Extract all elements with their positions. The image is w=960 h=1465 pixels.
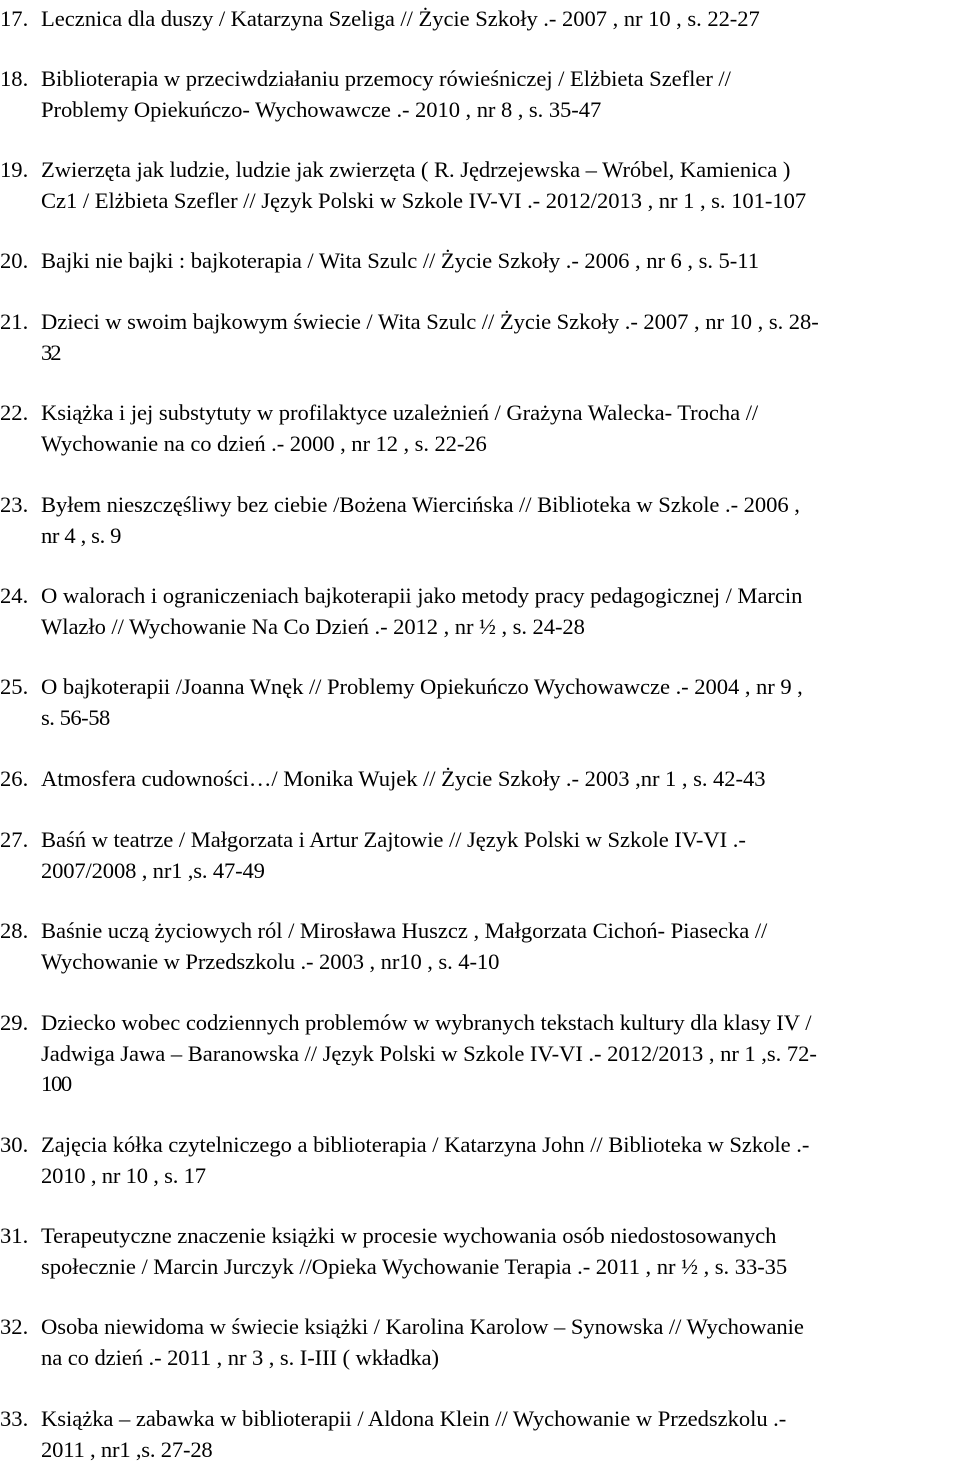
entry-line: Problemy Opiekuńczo- Wychowawcze .- 2010 , nr 8 , s. 35-47 xyxy=(41,96,602,122)
bibliography-entry-32 xyxy=(0,1312,950,1373)
entry-text xyxy=(41,672,950,733)
bibliography-entry-26 xyxy=(0,764,950,795)
entry-text xyxy=(41,1130,950,1191)
entry-text xyxy=(41,1312,950,1373)
entry-number: 26. xyxy=(0,766,29,791)
bibliography-entry-18 xyxy=(0,64,950,125)
entry-text xyxy=(41,916,950,977)
bibliography-entry-23 xyxy=(0,490,950,551)
entry-number: 31. xyxy=(0,1223,29,1248)
entry-number: 21. xyxy=(0,309,29,334)
bibliography-entry-20 xyxy=(0,246,950,277)
entry-number: 24. xyxy=(0,583,29,608)
entry-line: społecznie / Marcin Jurczyk //Opieka Wychowanie Terapia .- 2011 , nr ½ , s. 33-35 xyxy=(41,1253,788,1279)
bibliography-entry-28 xyxy=(0,916,950,977)
entry-line: Terapeutyczne znaczenie książki w procesie wychowania osób niedostosowanych xyxy=(41,1223,777,1248)
entry-line: Wlazło // Wychowanie Na Co Dzień .- 2012 , nr ½ , s. 24-28 xyxy=(41,613,585,639)
entry-number: 27. xyxy=(0,827,29,852)
entry-line: 2010 , nr 10 , s. 17 xyxy=(41,1162,206,1188)
bibliography-entry-17 xyxy=(0,4,950,35)
entry-number: 32. xyxy=(0,1314,29,1339)
bibliography-entry-31 xyxy=(0,1221,950,1282)
bibliography-entry-30 xyxy=(0,1130,950,1191)
entry-number: 33. xyxy=(0,1406,29,1431)
entry-line: Atmosfera cudowności…/ Monika Wujek // Życie Szkoły .- 2003 ,nr 1 , s. 42-43 xyxy=(41,766,766,791)
entry-line: Zwierzęta jak ludzie, ludzie jak zwierzęta ( R. Jędrzejewska – Wróbel, Kamienica ) xyxy=(41,157,791,182)
entry-line: Książka i jej substytuty w profilaktyce uzależnień / Grażyna Walecka- Trocha // xyxy=(41,400,759,425)
entry-number: 30. xyxy=(0,1132,29,1157)
entry-line: 100 xyxy=(41,1071,71,1096)
entry-text xyxy=(41,581,950,642)
entry-line: Biblioterapia w przeciwdziałaniu przemocy rówieśniczej / Elżbieta Szefler // xyxy=(41,66,731,91)
entry-text xyxy=(41,155,950,216)
bibliography-entry-21 xyxy=(0,307,950,368)
entry-text xyxy=(41,4,950,35)
entry-number: 19. xyxy=(0,157,29,182)
entry-line: Wychowanie na co dzień .- 2000 , nr 12 , s. 22-26 xyxy=(41,430,487,456)
entry-line: Bajki nie bajki : bajkoterapia / Wita Szulc // Życie Szkoły .- 2006 , nr 6 , s. 5-11 xyxy=(41,248,759,273)
entry-text xyxy=(41,1404,950,1465)
bibliography-entry-19 xyxy=(0,155,950,216)
bibliography-entry-24 xyxy=(0,581,950,642)
entry-number: 25. xyxy=(0,674,29,699)
entry-line: O walorach i ograniczeniach bajkoterapii jako metody pracy pedagogicznej / Marcin xyxy=(41,583,803,608)
entry-text xyxy=(41,307,950,368)
entry-line: Jadwiga Jawa – Baranowska // Język Polski w Szkole IV-VI .- 2012/2013 , nr 1 ,s. 72- xyxy=(41,1040,817,1066)
entry-number: 22. xyxy=(0,400,29,425)
entry-line: Baśń w teatrze / Małgorzata i Artur Zajtowie // Język Polski w Szkole IV-VI .- xyxy=(41,827,746,852)
entry-text xyxy=(41,764,950,795)
entry-line: Baśnie uczą życiowych ról / Mirosława Huszcz , Małgorzata Cichoń- Piasecka // xyxy=(41,918,768,943)
entry-line: Osoba niewidoma w świecie książki / Karolina Karolow – Synowska // Wychowanie xyxy=(41,1314,804,1339)
entry-line: Byłem nieszczęśliwy bez ciebie /Bożena Wiercińska // Biblioteka w Szkole .- 2006 , xyxy=(41,492,800,517)
entry-line: na co dzień .- 2011 , nr 3 , s. I-III ( wkładka) xyxy=(41,1344,439,1370)
entry-text xyxy=(41,64,950,125)
entry-line: Dziecko wobec codziennych problemów w wybranych tekstach kultury dla klasy IV / xyxy=(41,1010,812,1035)
bibliography-entry-27 xyxy=(0,825,950,886)
entry-line: nr 4 , s. 9 xyxy=(41,522,122,548)
entry-text xyxy=(41,1008,950,1100)
entry-text xyxy=(41,490,950,551)
entry-number: 17. xyxy=(0,6,29,31)
entry-line: Książka – zabawka w biblioterapii / Aldona Klein // Wychowanie w Przedszkolu .- xyxy=(41,1406,787,1431)
entry-line: Zajęcia kółka czytelniczego a biblioterapia / Katarzyna John // Biblioteka w Szkole .- xyxy=(41,1132,810,1157)
entry-text xyxy=(41,825,950,886)
entry-text xyxy=(41,398,950,459)
entry-number: 20. xyxy=(0,248,29,273)
entry-line: Cz1 / Elżbieta Szefler // Język Polski w Szkole IV-VI .- 2012/2013 , nr 1 , s. 101-107 xyxy=(41,187,807,213)
entry-line: s. 56-58 xyxy=(41,704,110,730)
entry-line: 2011 , nr1 ,s. 27-28 xyxy=(41,1436,213,1462)
entry-line: O bajkoterapii /Joanna Wnęk // Problemy Opiekuńczo Wychowawcze .- 2004 , nr 9 , xyxy=(41,674,803,699)
entry-line: 2007/2008 , nr1 ,s. 47-49 xyxy=(41,857,265,883)
entry-text xyxy=(41,1221,950,1282)
bibliography-entry-22 xyxy=(0,398,950,459)
bibliography-entry-25 xyxy=(0,672,950,733)
entry-number: 23. xyxy=(0,492,29,517)
bibliography-entry-33 xyxy=(0,1404,950,1465)
entry-line: Dzieci w swoim bajkowym świecie / Wita Szulc // Życie Szkoły .- 2007 , nr 10 , s. 28- xyxy=(41,309,819,334)
entry-line: Lecznica dla duszy / Katarzyna Szeliga // Życie Szkoły .- 2007 , nr 10 , s. 22-27 xyxy=(41,6,760,31)
entry-number: 28. xyxy=(0,918,29,943)
entry-text xyxy=(41,246,950,277)
entry-number: 18. xyxy=(0,66,29,91)
entry-line: 32 xyxy=(41,339,60,365)
entry-line: Wychowanie w Przedszkolu .- 2003 , nr10 , s. 4-10 xyxy=(41,948,500,974)
entry-number: 29. xyxy=(0,1010,29,1035)
bibliography-entry-29 xyxy=(0,1008,950,1100)
